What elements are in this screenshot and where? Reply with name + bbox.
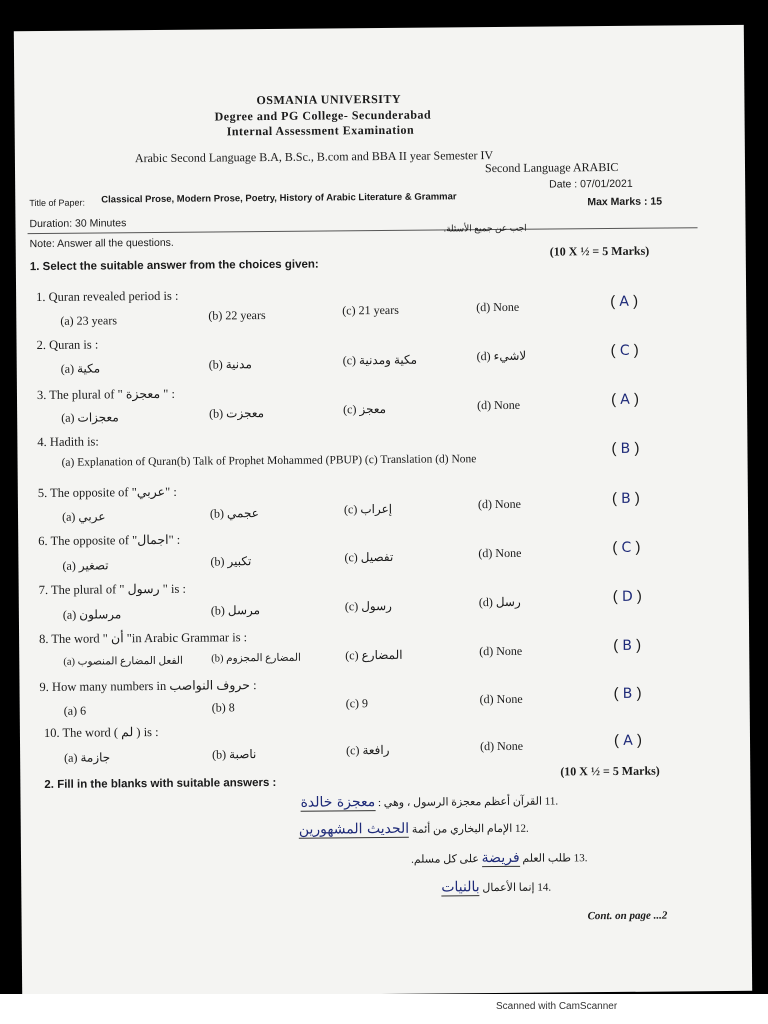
options-inline: (a) Explanation of Quran(b) Talk of Prophet Mohammed (PBUP) (c) Translation (d) None	[61, 453, 477, 469]
question-number: 1.	[36, 289, 46, 305]
answer-letter: B	[622, 637, 633, 654]
option-b: مرسل (b)	[210, 603, 261, 618]
exam-name: Internal Assessment Examination	[226, 122, 415, 139]
option-d: (d) None	[479, 738, 524, 754]
option-a: (a) 6	[63, 703, 87, 718]
option-c: معجز (c)	[343, 401, 387, 417]
scanner-watermark: Scanned with CamScanner	[496, 1001, 618, 1012]
question-number: 2.	[36, 337, 46, 353]
item-number: .13	[573, 852, 588, 865]
answer-box: ( B )	[613, 684, 642, 702]
item-text: طلب العلم	[522, 852, 572, 865]
option-d: (d) None	[478, 545, 522, 561]
title-label: Title of Paper:	[29, 197, 86, 209]
answer-letter: A	[619, 293, 630, 310]
answer-box: ( B )	[611, 489, 640, 508]
option-c: تفصيل (c)	[344, 549, 394, 565]
option-c: إعراب (c)	[343, 501, 393, 517]
option-c: مكية ومدنية (c)	[342, 352, 418, 368]
question-number: 9.	[39, 679, 49, 695]
item-number: .14	[537, 881, 552, 894]
option-d: (d) None	[479, 643, 523, 659]
answer-box: ( C )	[612, 538, 641, 556]
item-number: .12	[514, 822, 529, 835]
answer-box: ( A )	[610, 292, 639, 311]
answer-box: ( A )	[613, 731, 643, 749]
answer-letter: B	[622, 685, 633, 702]
option-b: عجمي (b)	[209, 506, 259, 521]
answer-box: ( B )	[611, 439, 640, 458]
section2-heading: 2. Fill in the blanks with suitable answers :	[44, 776, 277, 791]
option-b: (b) 8	[211, 700, 235, 715]
header-divider	[28, 227, 698, 234]
option-d: (d) None	[476, 299, 520, 315]
option-d: (d) None	[479, 691, 523, 707]
answer-letter: C	[621, 539, 632, 556]
option-c: رسول (c)	[344, 598, 392, 614]
answer-letter: D	[621, 588, 633, 605]
option-b: معجزت (b)	[209, 406, 265, 421]
option-b: تكبير (b)	[210, 554, 252, 569]
handwritten-answer: الحديث المشهورين	[298, 820, 410, 838]
option-b: مدنية (b)	[208, 357, 252, 372]
handwritten-answer: فريضة	[481, 849, 520, 867]
exam-date: Date : 07/01/2021	[549, 177, 633, 191]
question-text: The plural of " معجزة " :	[49, 386, 175, 402]
language-line: Second Language ARABIC	[484, 159, 619, 176]
answer-letter: A	[623, 732, 633, 749]
blank-item-13	[411, 849, 588, 868]
question-number: 8.	[39, 631, 49, 647]
exam-sheet	[14, 25, 752, 997]
answer-letter: B	[621, 490, 631, 507]
handwritten-answer: بالنيات	[441, 879, 480, 896]
option-d: لاشيء (d)	[476, 348, 527, 364]
note: Note: Answer all the questions.	[29, 236, 174, 251]
answer-box: ( C )	[610, 341, 639, 360]
scanner-footer	[0, 994, 768, 1024]
question-text: The opposite of "اجمال" :	[50, 532, 181, 548]
option-c: رافعة (c)	[346, 742, 390, 758]
section1-marks: (10 X ½ = 5 Marks)	[549, 243, 650, 259]
item-text: إنما الأعمال	[482, 881, 535, 895]
option-b: (b) 22 years	[208, 308, 266, 323]
answer-box: ( D )	[612, 587, 642, 605]
section1-heading: 1. Select the suitable answer from the choices given:	[29, 258, 319, 274]
answer-letter: A	[620, 391, 630, 408]
question-text: Hadith is:	[49, 434, 99, 449]
option-c: (c) 21 years	[342, 302, 399, 318]
blank-item-14	[441, 879, 551, 897]
handwritten-answer: معجزة خالدة	[300, 794, 376, 811]
question-text: Quran is :	[48, 337, 99, 352]
blank-item-11	[300, 792, 558, 811]
option-d: رسل (d)	[478, 594, 521, 610]
option-c: (c) 9	[345, 696, 369, 711]
item-number: .11	[544, 795, 559, 808]
duration: Duration: 30 Minutes	[29, 217, 127, 231]
question-text: The word " أن "in Arabic Grammar is :	[51, 630, 248, 646]
title-value: Classical Prose, Modern Prose, Poetry, History of Arabic Literature & Grammar	[101, 191, 457, 206]
option-d: (d) None	[477, 496, 521, 512]
option-c: المضارع (c)	[345, 647, 403, 663]
answer-box: ( B )	[613, 636, 642, 654]
question-number: 10.	[43, 725, 60, 740]
question-number: 7.	[38, 582, 49, 598]
option-a: تصغير (a)	[62, 558, 109, 573]
question-number: 4.	[37, 434, 47, 450]
answer-letter: B	[620, 440, 631, 457]
question-text: Quran revealed period is :	[48, 288, 179, 304]
question-text: The plural of " رسول " is :	[50, 581, 186, 597]
option-a: مرسلون (a)	[62, 607, 122, 622]
question-number: 5.	[37, 485, 48, 501]
option-a: الفعل المضارع المنصوب (a)	[63, 655, 183, 668]
option-d: (d) None	[477, 397, 521, 413]
option-a: معجزات (a)	[61, 410, 119, 425]
answer-letter: C	[619, 342, 630, 359]
question-text-end: :	[253, 678, 257, 693]
answer-box: ( A )	[610, 390, 640, 409]
item-text-after: على كل مسلم.	[410, 853, 479, 866]
courses-line: Arabic Second Language B.A, B.Sc., B.com and BBA II year Semester IV	[134, 148, 494, 166]
continued-note: Cont. on page ...2	[587, 909, 668, 923]
section2-marks: (10 X ½ = 5 Marks)	[560, 763, 660, 779]
option-a: عربي (a)	[61, 509, 106, 524]
question-text: How many numbers in	[51, 678, 167, 694]
option-b: المضارع المجزوم (b)	[211, 652, 301, 665]
item-text: القرآن أعظم معجزة الرسول ، وهي :	[377, 795, 543, 810]
university-name: OSMANIA UNIVERSITY	[256, 91, 402, 108]
blank-item-12	[299, 820, 529, 839]
college-name: Degree and PG College- Secunderabad	[214, 107, 432, 124]
item-text: الإمام البخاري من أئمة	[411, 822, 513, 836]
max-marks: Max Marks : 15	[587, 195, 663, 209]
question-number: 3.	[36, 387, 47, 403]
question-number: 6.	[38, 533, 48, 549]
option-a: (a) 23 years	[60, 313, 118, 328]
question-text: The opposite of "عربي" :	[50, 484, 177, 500]
option-a: مكية (a)	[60, 361, 101, 376]
option-b: ناصبة (b)	[212, 747, 257, 762]
option-a: جازمة (a)	[64, 750, 111, 765]
question-text-arabic: حروف النواصب	[169, 678, 251, 693]
note-arabic: اجب عن جميع الأسئلة.	[443, 222, 527, 234]
question-text: The word ( لم ) is :	[62, 724, 159, 740]
